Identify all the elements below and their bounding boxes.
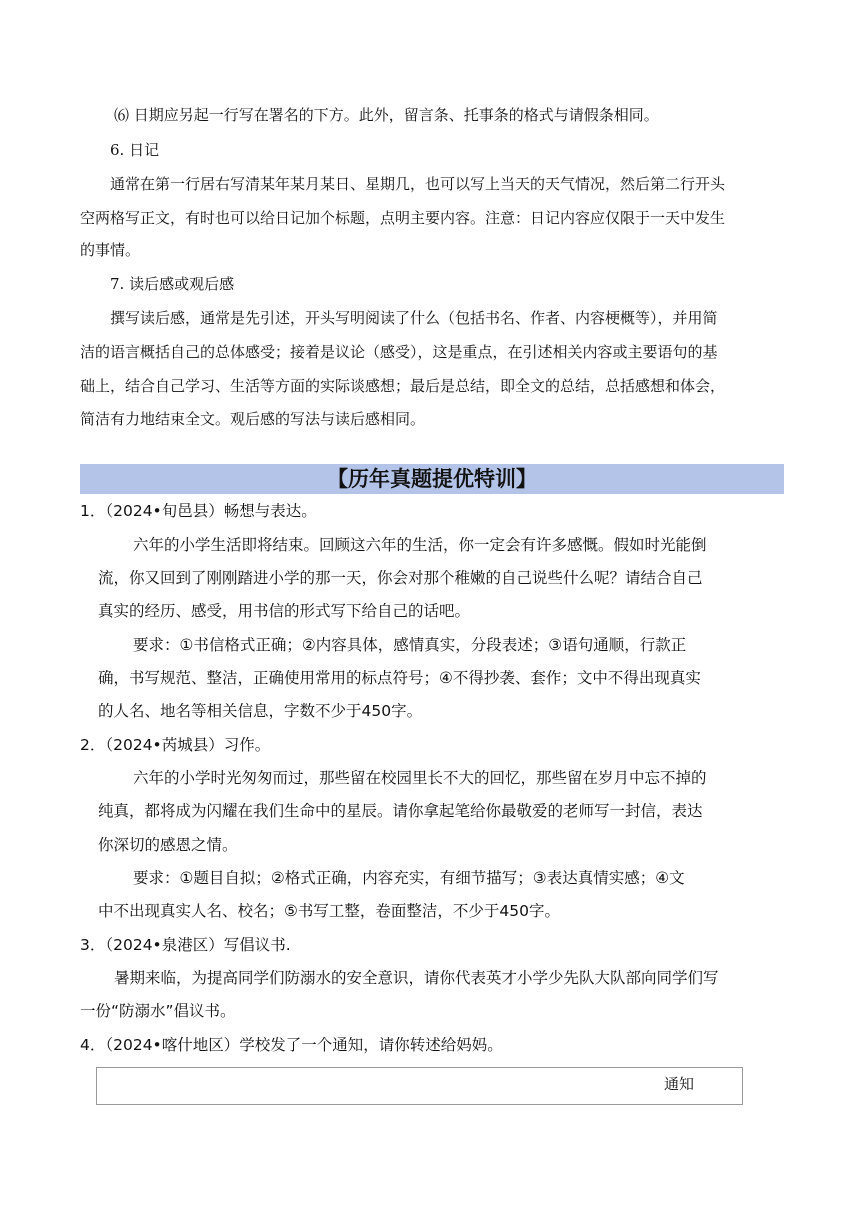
- q2-req-1: 要求：①题目自拟；②格式正确，内容充实，有细节描写；③表达真情实感；④文: [133, 869, 685, 887]
- q3-body-1: 暑期来临，为提高同学们防溺水的安全意识，请你代表英才小学少先队大队部向同学们写: [114, 969, 719, 987]
- q1-heading: 1．（2024•旬邑县）畅想与表达。: [80, 502, 317, 520]
- q2-heading: 2．（2024•芮城县）习作。: [80, 736, 271, 754]
- q2-req-2: 中不出现真实人名、校名；⑤书写工整，卷面整洁，不少于450字。: [98, 902, 560, 920]
- notice-box: [96, 1067, 743, 1105]
- q3-heading: 3．（2024•泉港区）写倡议书.: [80, 936, 291, 954]
- reflection-para-4: 简洁有力地结束全文。观后感的写法与读后感相同。: [80, 410, 426, 428]
- reflection-para-3: 础上，结合自己学习、生活等方面的实际谈感想；最后是总结，即全文的总结，总括感想和体会，: [80, 377, 726, 395]
- q1-body-1: 六年的小学生活即将结束。回顾这六年的生活，你一定会有许多感慨。假如时光能倒: [133, 536, 707, 554]
- diary-para-1: 通常在第一行居右写清某年某月某日、星期几，也可以写上当天的天气情况，然后第二行开头: [110, 175, 726, 193]
- q3-body-2: 一份“防溺水”倡议书。: [80, 1002, 236, 1020]
- q4-heading: 4．（2024•喀什地区）学校发了一个通知，请你转述给妈妈。: [80, 1036, 503, 1054]
- section-banner: 【历年真题提优特训】: [80, 464, 784, 494]
- guide-line-date: ⑹ 日期应另起一行写在署名的下方。此外，留言条、托事条的格式与请假条相同。: [114, 106, 659, 124]
- q2-body-2: 纯真，都将成为闪耀在我们生命中的星辰。请你拿起笔给你最敬爱的老师写一封信，表达: [98, 802, 703, 820]
- reflection-para-2: 洁的语言概括自己的总体感受；接着是议论（感受），这是重点，在引述相关内容或主要语句的基: [80, 343, 718, 361]
- notice-title: 通知: [663, 1075, 694, 1093]
- q1-req-1: 要求：①书信格式正确；②内容具体，感情真实，分段表述；③语句通顺，行款正: [133, 636, 687, 654]
- q1-req-2: 确，书写规范、整洁，正确使用常用的标点符号；④不得抄袭、套作；文中不得出现真实: [98, 669, 701, 687]
- diary-para-3: 的事情。: [80, 241, 141, 259]
- q2-body-3: 你深切的感恩之情。: [98, 836, 238, 854]
- q1-body-3: 真实的经历、感受，用书信的形式写下给自己的话吧。: [98, 602, 471, 620]
- q1-body-2: 流，你又回到了刚刚踏进小学的那一天，你会对那个稚嫩的自己说些什么呢？请结合自己: [98, 569, 703, 587]
- q1-req-3: 的人名、地名等相关信息，字数不少于450字。: [98, 702, 423, 720]
- diary-para-2: 空两格写正文，有时也可以给日记加个标题，点明主要内容。注意：日记内容应仅限于一天中发生: [80, 209, 726, 227]
- q2-body-1: 六年的小学时光匆匆而过，那些留在校园里长不大的回忆，那些留在岁月中忘不掉的: [133, 769, 707, 787]
- reflection-para-1: 撰写读后感，通常是先引述，开头写明阅读了什么（包括书名、作者、内容梗概等），并用简: [110, 309, 718, 327]
- heading-reading-reflection: 7. 读后感或观后感: [110, 275, 235, 293]
- heading-diary: 6. 日记: [110, 141, 160, 159]
